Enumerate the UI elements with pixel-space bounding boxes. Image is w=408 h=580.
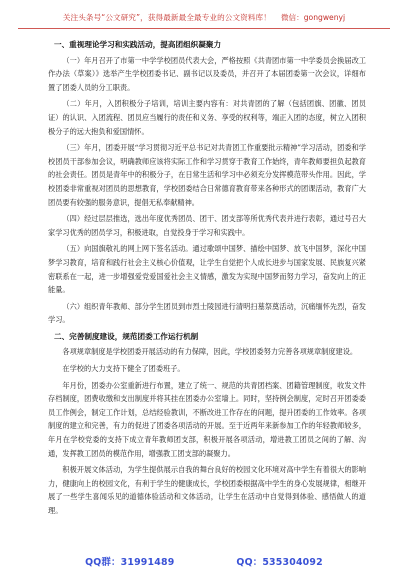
header-divider	[18, 28, 390, 29]
paragraph: 各项规章制度是学校团委开展活动的有力保障，因此，学校团委努力完善各项规章制度建设。	[62, 347, 358, 357]
header-contact: 微信：gongwenyj	[280, 12, 346, 22]
paragraph: （二）年月，入团积极分子培训，培训主要内容有：对共青团的了解（包括团旗、团徽、团员证）的认识、入团流程、团员应当履行的责任和义务、享受的权利等，端正入团的态度，树立入团积极分子的远大抱负和爱国情怀。	[48, 99, 366, 136]
section-title: 二、完善制度建设，规范团委工作运行机制	[54, 331, 199, 341]
document-body	[48, 36, 366, 544]
paragraph: 在学校的大力支持下健全了团委班子。	[62, 364, 185, 374]
paragraph: （四）经过层层推选，选出年度优秀团员、团干、团支部等所优秀代表并进行表彰，通过号召大家学习优秀的团员学习，积极进取，自觉投身于学习和实践中。	[48, 214, 366, 237]
footer-qq: QQ：535304092	[236, 557, 323, 568]
paragraph: （一）年月召开了市第一中学学校团员代表大会，严格按照《共青团市第一中学委员会换届改工作办法（草案）》选举产生学校团委书记、副书记以及委员，并召开了本届团委第一次会议，详细布置了团委人员的分工职责。	[48, 55, 366, 92]
paragraph: 积极开展文体活动，为学生提供展示自我的舞台良好的校园文化环境对高中学生有着很大的影响力，健康向上的校园文化，有利于学生的健康成长，学校团委根据高中学生的身心发展规律，相继开展了一些学生喜闻乐见的道德体验活动和文体活动，让学生在活动中自觉得到体验、感悟做人的道理。	[48, 465, 366, 515]
page-footer	[0, 554, 408, 570]
paragraph: 年月份，团委办公室重新进行布置，建立了统一、规范的共青团档案、团籍管理制度，收发文件存档制度，团费收缴和支出制度并将其挂在团委办公室墙上。同时，坚持例会制度，定时召开团委委员工作例会，制定工作计划，总结经验教训，不断改进工作存在的问题，提升团委的工作效率。各项制度的建立和完善，有力的促进了团委各项活动的开展。至于近两年来新参加工作的年轻教师较多，年月在学校党委的支持下成立青年教师团支部，积极开展各项活动，增进教工团员之间的了解、沟通，发挥教工团员的模范作用，增强教工团支部的凝聚力。	[48, 380, 366, 458]
footer-qq-group: QQ群：31991489	[85, 557, 175, 568]
paragraph: （三）年月，团委开展“学习贯彻习近平总书记对共青团工作重要批示精神”学习活动，团委和学校团员干部参加会议，明确教师应该将实际工作和学习贯穿于教育工作始终，青年教师要担负起教育的社会责任。团员是青年中的积极分子，在日常生活和学习中必须充分发挥模范带头作用。因此，学校团委非常重视对团员的思想教育，学校团委结合日常德育教育带来各种形式的团课活动，教育广大团员要有较强的服务意识，提倡无私奉献精神。	[48, 143, 366, 207]
section-title: 一、重视理论学习和实践活动，提高团组织凝聚力	[54, 40, 222, 49]
page-header	[18, 8, 390, 26]
header-promo-text: 关注头条号“公文研究”，获得最新最全最专业的公文资料库！	[62, 12, 271, 22]
paragraph: （六）组织青年教师、部分学生团员到市烈士陵园进行清明扫墓祭奠活动，沉痛缅怀先烈，奋发学习。	[48, 301, 366, 325]
paragraph: （五）向国旗敬礼的网上网下签名活动。通过歌颂中国梦、描绘中国梦、放飞中国梦，深化中国梦学习教育，培育和践行社会主义核心价值观，让学生自觉把个人成长进步与国家发展、民族复兴紧密联系在一起，进一步增强爱党爱国爱社会主义情感，激发为实现中国梦而努力学习，奋发向上的正能量。	[48, 244, 366, 295]
